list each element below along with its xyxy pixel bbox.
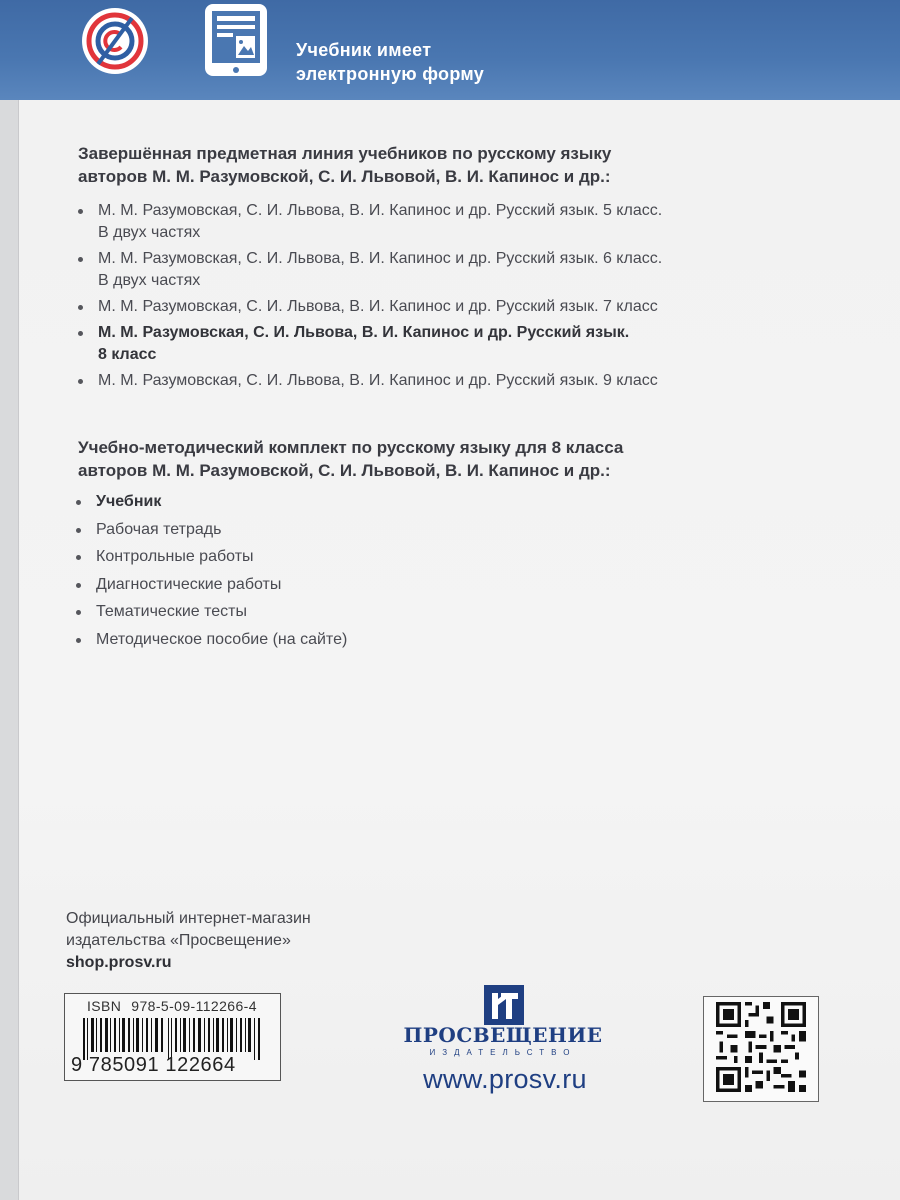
shop-line-1: Официальный интернет-магазин: [66, 910, 311, 927]
shop-line-2: издательства «Просвещение»: [66, 932, 291, 949]
list-item: [78, 248, 838, 292]
publisher-name: ПРОСВЕЩЕНИЕ: [403, 1023, 603, 1047]
electronic-form-note: [296, 38, 484, 86]
header-band: [0, 0, 900, 100]
bullet-icon: [78, 209, 83, 214]
kit-item-label: Учебник: [96, 493, 162, 510]
series-heading-line-2: авторов М. М. Разумовской, С. И. Львовой, В. И. Капинос и др.:: [78, 167, 611, 186]
kit-items-list: [76, 491, 347, 657]
series-heading-line-1: Завершённая предметная линия учебников по русскому языку: [78, 144, 612, 163]
list-item: [76, 601, 347, 623]
copyright-protection-icon: [80, 6, 150, 76]
book-title-cont: 8 класс: [98, 346, 157, 363]
book-title: М. М. Разумовская, С. И. Львова, В. И. Капинос и др. Русский язык. 6 класс.: [98, 250, 663, 267]
isbn-barcode-box: [64, 993, 281, 1081]
shop-info: [66, 908, 311, 974]
qr-code-frame: [703, 996, 819, 1102]
isbn-line: [87, 998, 267, 1014]
bullet-icon: [78, 305, 83, 310]
publisher-logo-icon: [484, 985, 524, 1025]
bullet-icon: [76, 528, 81, 533]
isbn-barcode-digits: 9 785091 122664: [71, 1054, 236, 1076]
list-item: [76, 491, 347, 513]
kit-heading-line-2: авторов М. М. Разумовской, С. И. Львовой, В. И. Капинос и др.:: [78, 461, 611, 480]
isbn-label: ISBN: [87, 998, 122, 1014]
bullet-icon: [76, 638, 81, 643]
shop-url-link[interactable]: shop.prosv.ru: [66, 954, 172, 971]
kit-item-label: Тематические тесты: [96, 603, 247, 621]
list-item: [78, 200, 838, 244]
list-item: [76, 546, 347, 568]
list-item: [76, 519, 347, 541]
bullet-icon: [76, 500, 81, 505]
publisher-url-link[interactable]: www.prosv.ru: [423, 1064, 587, 1094]
eform-line-1: Учебник имеет: [296, 40, 432, 60]
list-item: [76, 629, 347, 651]
publisher-subtitle: ИЗДАТЕЛЬСТВО: [429, 1048, 577, 1057]
series-books-list: [78, 200, 838, 396]
book-title-cont: В двух частях: [98, 224, 201, 241]
isbn-number: 978-5-09-112266-4: [131, 998, 257, 1014]
kit-item-label: Диагностические работы: [96, 575, 282, 593]
bullet-icon: [78, 331, 83, 336]
kit-item-label: Рабочая тетрадь: [96, 520, 222, 538]
list-item-current-book: [78, 322, 838, 366]
bullet-icon: [78, 257, 83, 262]
kit-heading-line-1: Учебно-методический комплект по русскому языку для 8 класса: [78, 438, 624, 457]
bullet-icon: [76, 555, 81, 560]
tablet-icon: [203, 2, 269, 78]
kit-item-label: Контрольные работы: [96, 548, 254, 566]
bullet-icon: [76, 583, 81, 588]
list-item: [78, 370, 838, 392]
book-title: М. М. Разумовская, С. И. Львова, В. И. Капинос и др. Русский язык. 7 класс: [98, 298, 658, 315]
book-title: М. М. Разумовская, С. И. Львова, В. И. Капинос и др. Русский язык. 9 класс: [98, 372, 658, 389]
qr-code-icon: [716, 1002, 806, 1092]
list-item: [76, 574, 347, 596]
bullet-icon: [78, 379, 83, 384]
book-title: М. М. Разумовская, С. И. Львова, В. И. Капинос и др. Русский язык.: [98, 324, 630, 341]
eform-line-2: электронную форму: [296, 64, 485, 84]
book-title-cont: В двух частях: [98, 272, 201, 289]
list-item: [78, 296, 838, 318]
bullet-icon: [76, 610, 81, 615]
kit-item-label: Методическое пособие (на сайте): [96, 630, 348, 648]
book-title: М. М. Разумовская, С. И. Львова, В. И. Капинос и др. Русский язык. 5 класс.: [98, 202, 663, 219]
